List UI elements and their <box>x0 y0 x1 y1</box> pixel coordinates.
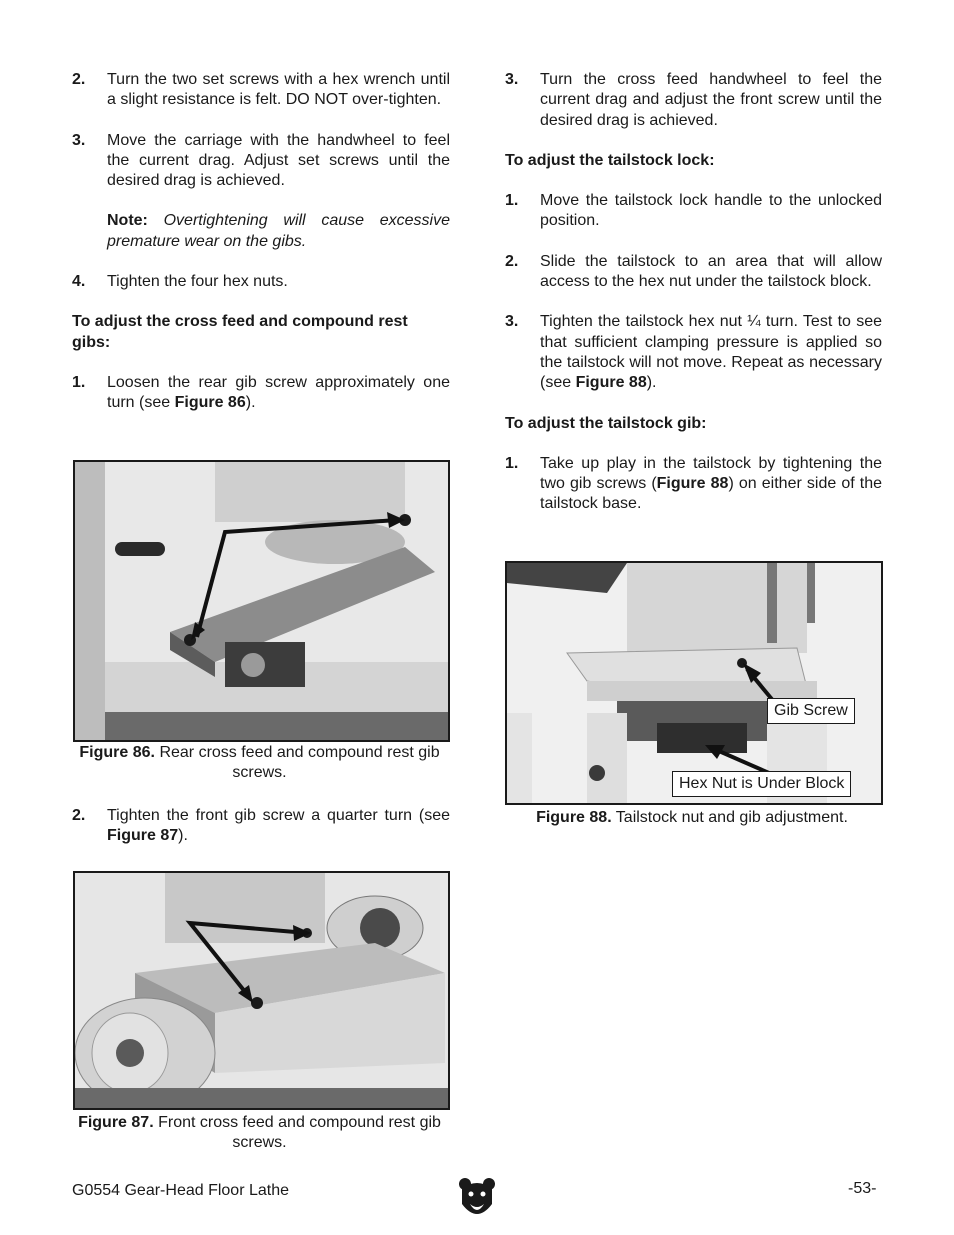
figure-86-caption <box>73 743 446 784</box>
figure-label: Figure 87. <box>78 1114 154 1131</box>
figure-label: Figure 88. <box>536 809 612 826</box>
step-number: 3. <box>505 313 519 331</box>
cross-step-2 <box>72 806 450 847</box>
note-text: Overtightening will cause excessive premature wear on the gibs. <box>107 212 450 250</box>
footer-title: G0554 Gear-Head Floor Lathe <box>72 1182 290 1199</box>
step-number: 3. <box>72 131 86 149</box>
figure-88-caption <box>505 808 879 828</box>
caption-text: Tailstock nut and gib adjustment. <box>615 809 848 826</box>
left-column <box>72 70 450 434</box>
text-run: ). <box>646 374 657 392</box>
step-text: Slide the tailstock to an area that will allow access to the hex nut under the tailstock block. <box>540 252 882 291</box>
figure-reference: Figure 87 <box>107 827 179 845</box>
caption-text: Rear cross feed and compound rest gib screws. <box>159 744 440 782</box>
cross-step-3 <box>505 70 882 131</box>
step-number: 1. <box>72 373 86 391</box>
step-text <box>540 454 882 515</box>
step-number: 2. <box>72 807 86 824</box>
figure-87-caption <box>73 1113 446 1154</box>
page-number: -53- <box>848 1180 877 1197</box>
note <box>107 211 450 252</box>
bear-logo-icon <box>458 1176 496 1222</box>
step-text <box>107 806 450 847</box>
section-heading-cross-feed: To adjust the cross feed and compound rest gibs: <box>72 313 408 351</box>
step-2 <box>72 70 450 111</box>
figure-label: Figure 86. <box>79 744 155 761</box>
note-label: Note: <box>107 212 148 230</box>
text-run: ). <box>245 394 256 412</box>
text-run: Tighten the front gib screw a quarter turn (see <box>107 807 450 824</box>
step-text: Move the carriage with the handwheel to feel the current drag. Adjust set screws until the desired drag is achieved. <box>107 131 450 190</box>
step-number: 1. <box>505 192 519 210</box>
right-column <box>505 70 882 535</box>
lathe-rear-gib-illustration <box>75 462 448 740</box>
figure-86-photo <box>73 460 450 742</box>
step-text: Turn the cross feed handwheel to feel the current drag and adjust the front screw until the desired drag is achieved. <box>540 71 882 129</box>
text-run: Loosen the rear gib screw approximately one turn (see <box>107 373 450 412</box>
figure-reference: Figure 86 <box>174 394 246 412</box>
lock-step-3 <box>505 312 882 393</box>
text-run: ) on either side of the tailstock base. <box>540 475 883 513</box>
section-heading-tailstock-gib: To adjust the tailstock gib: <box>505 414 707 432</box>
figure-87-photo <box>73 871 450 1110</box>
step-4 <box>72 272 450 292</box>
left-column-lower <box>72 806 450 867</box>
lathe-front-gib-illustration <box>75 873 448 1108</box>
text-run: Tighten the tailstock hex nut ¼ turn. Test to see that sufficient clamping pressure is applied so the tailstock will not move. Repeat as necessary (see <box>540 313 882 392</box>
text-run: ). <box>178 827 188 845</box>
step-text: Turn the two set screws with a hex wrench until a slight resistance is felt. DO NOT over-tighten. <box>107 71 450 109</box>
step-number: 2. <box>505 252 519 270</box>
step-text: Move the tailstock lock handle to the unlocked position. <box>540 192 882 230</box>
text-run: Take up play in the tailstock by tightening the two gib screws ( <box>540 454 882 493</box>
step-number: 2. <box>72 71 86 88</box>
caption-text: Front cross feed and compound rest gib screws. <box>158 1114 441 1152</box>
callout-hex-nut: Hex Nut is Under Block <box>672 771 851 797</box>
callout-gib-screw: Gib Screw <box>767 698 855 724</box>
step-number: 4. <box>72 273 86 291</box>
lock-step-2 <box>505 252 882 293</box>
lock-step-1 <box>505 191 882 232</box>
figure-88-photo <box>505 561 883 805</box>
gib-step-1 <box>505 454 882 515</box>
step-number: 3. <box>505 71 519 88</box>
step-text: Tighten the four hex nuts. <box>107 273 288 291</box>
tailstock-illustration <box>507 563 881 803</box>
cross-step-1 <box>72 373 450 414</box>
step-text <box>107 373 450 414</box>
step-text <box>540 312 882 393</box>
section-heading-tailstock-lock: To adjust the tailstock lock: <box>505 151 715 169</box>
figure-reference: Figure 88 <box>575 374 647 392</box>
figure-reference: Figure 88 <box>656 475 729 493</box>
step-number: 1. <box>505 454 519 472</box>
step-3 <box>72 131 450 192</box>
